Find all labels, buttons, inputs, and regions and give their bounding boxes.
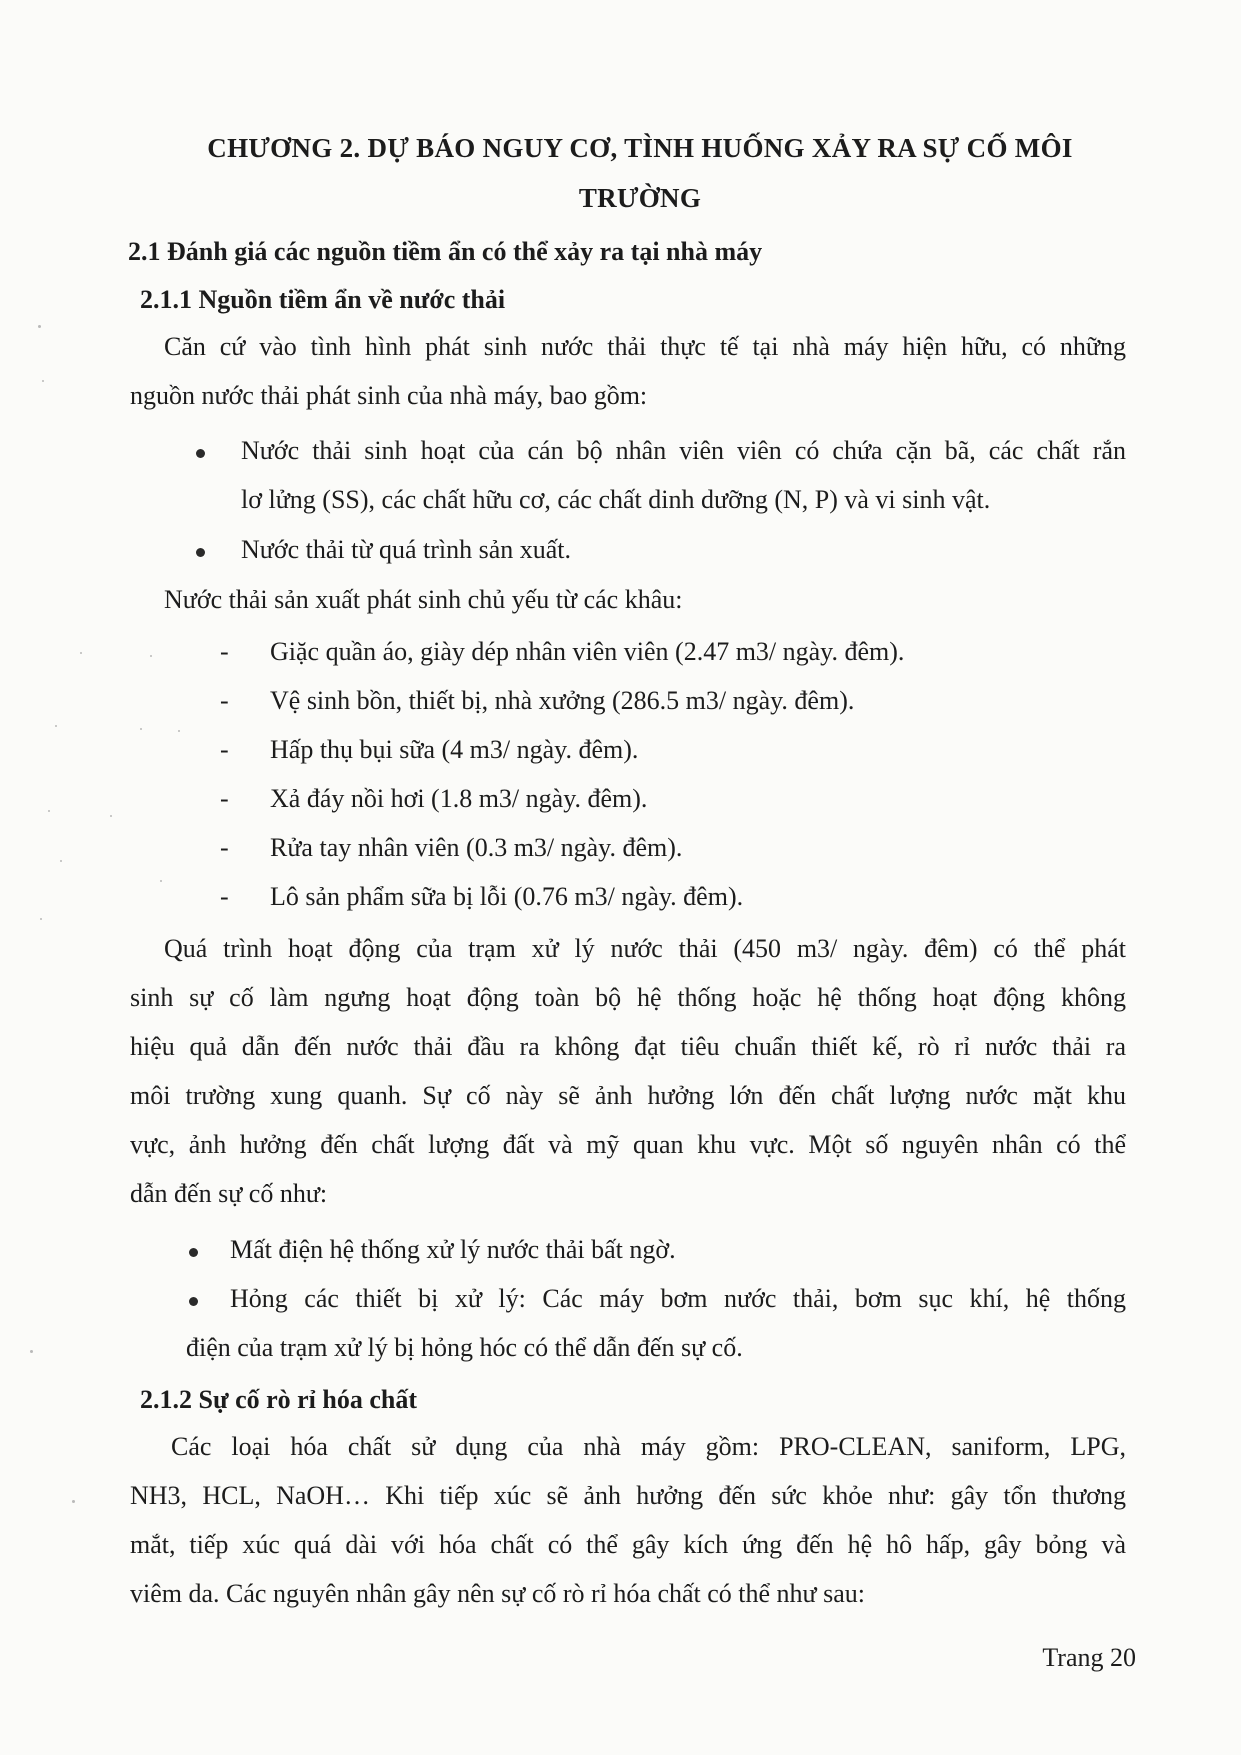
paragraph-line-4: môi trường xung quanh. Sự cố này sẽ ảnh hưởng lớn đến chất lượng nước mặt khu <box>130 1081 1126 1110</box>
section-2-1-1-heading: 2.1.1 Nguồn tiềm ẩn về nước thải <box>140 285 506 314</box>
section-2-1-heading: 2.1 Đánh giá các nguồn tiềm ẩn có thể xảy ra tại nhà máy <box>128 237 763 266</box>
paragraph-line-5: vực, ảnh hưởng đến chất lượng đất và mỹ quan khu vực. Một số nguyên nhân có thể <box>130 1130 1126 1159</box>
scan-speck <box>140 728 142 730</box>
bullet-dot <box>196 449 205 458</box>
scan-speck <box>80 652 82 654</box>
scan-speck <box>40 918 42 920</box>
bullet-dot <box>196 548 205 557</box>
scan-speck <box>30 1350 33 1353</box>
scan-speck <box>160 880 162 882</box>
chapter-title-line-2: TRƯỜNG <box>578 183 702 213</box>
dash-marker: - <box>220 882 229 911</box>
dash-item-3: Hấp thụ bụi sữa (4 m3/ ngày. đêm). <box>270 735 639 764</box>
scan-speck <box>60 860 62 862</box>
scan-speck <box>38 325 41 328</box>
dash-marker: - <box>220 833 229 862</box>
cause-bullet-2-line-1: Hỏng các thiết bị xử lý: Các máy bơm nước thải, bơm sục khí, hệ thống <box>230 1284 1126 1313</box>
chemical-line-1: Các loại hóa chất sử dụng của nhà máy gồm: PRO-CLEAN, saniform, LPG, <box>171 1432 1126 1461</box>
dash-item-5: Rửa tay nhân viên (0.3 m3/ ngày. đêm). <box>270 833 683 862</box>
production-intro: Nước thải sản xuất phát sinh chủ yếu từ các khâu: <box>164 585 683 614</box>
intro-line-2: nguồn nước thải phát sinh của nhà máy, bao gồm: <box>130 381 648 410</box>
scan-speck <box>55 725 57 727</box>
bullet-1-line-1: Nước thải sinh hoạt của cán bộ nhân viên viên có chứa cặn bã, các chất rắn <box>241 436 1126 465</box>
paragraph-line-1: Quá trình hoạt động của trạm xử lý nước thải (450 m3/ ngày. đêm) có thể phát <box>164 934 1126 963</box>
bullet-dot <box>189 1297 198 1306</box>
paragraph-line-2: sinh sự cố làm ngưng hoạt động toàn bộ hệ thống hoặc hệ thống hoạt động không <box>130 983 1126 1012</box>
dash-item-4: Xả đáy nồi hơi (1.8 m3/ ngày. đêm). <box>270 784 648 813</box>
dash-item-1: Giặc quần áo, giày dép nhân viên viên (2.47 m3/ ngày. đêm). <box>270 637 905 666</box>
scan-speck <box>48 810 50 812</box>
dash-marker: - <box>220 735 229 764</box>
scan-speck <box>42 380 44 382</box>
scan-speck <box>178 730 180 732</box>
dash-item-2: Vệ sinh bồn, thiết bị, nhà xưởng (286.5 m3/ ngày. đêm). <box>270 686 855 715</box>
cause-bullet-1-line-1: Mất điện hệ thống xử lý nước thải bất ngờ. <box>230 1235 676 1264</box>
bullet-2-line-1: Nước thải từ quá trình sản xuất. <box>241 535 572 564</box>
chemical-line-4: viêm da. Các nguyên nhân gây nên sự cố rò rỉ hóa chất có thể như sau: <box>130 1579 866 1608</box>
bullet-1-line-2: lơ lửng (SS), các chất hữu cơ, các chất dinh dưỡng (N, P) và vi sinh vật. <box>241 485 991 514</box>
chemical-line-3: mắt, tiếp xúc quá dài với hóa chất có thể gây kích ứng đến hệ hô hấp, gây bỏng và <box>130 1530 1126 1559</box>
scan-speck <box>150 655 152 657</box>
dash-marker: - <box>220 686 229 715</box>
bullet-dot <box>189 1248 198 1257</box>
dash-item-6: Lô sản phẩm sữa bị lỗi (0.76 m3/ ngày. đêm). <box>270 882 744 911</box>
paragraph-line-3: hiệu quả dẫn đến nước thải đầu ra không đạt tiêu chuẩn thiết kế, rò rỉ nước thải ra <box>130 1032 1126 1061</box>
intro-line-1: Căn cứ vào tình hình phát sinh nước thải thực tế tại nhà máy hiện hữu, có những <box>164 332 1126 361</box>
paragraph-line-6: dẫn đến sự cố như: <box>130 1179 328 1208</box>
cause-bullet-2-line-2: điện của trạm xử lý bị hỏng hóc có thể dẫn đến sự cố. <box>186 1333 743 1362</box>
chapter-title-line-1: CHƯƠNG 2. DỰ BÁO NGUY CƠ, TÌNH HUỐNG XẢY RA SỰ CỐ MÔI <box>207 133 1073 163</box>
page-number: Trang 20 <box>1042 1643 1136 1672</box>
chemical-line-2: NH3, HCL, NaOH… Khi tiếp xúc sẽ ảnh hưởng đến sức khỏe như: gây tổn thương <box>130 1481 1126 1510</box>
section-2-1-2-heading: 2.1.2 Sự cố rò rỉ hóa chất <box>140 1385 418 1414</box>
dash-marker: - <box>220 784 229 813</box>
scan-speck <box>110 815 112 817</box>
scan-speck <box>72 1500 75 1503</box>
dash-marker: - <box>220 637 229 666</box>
